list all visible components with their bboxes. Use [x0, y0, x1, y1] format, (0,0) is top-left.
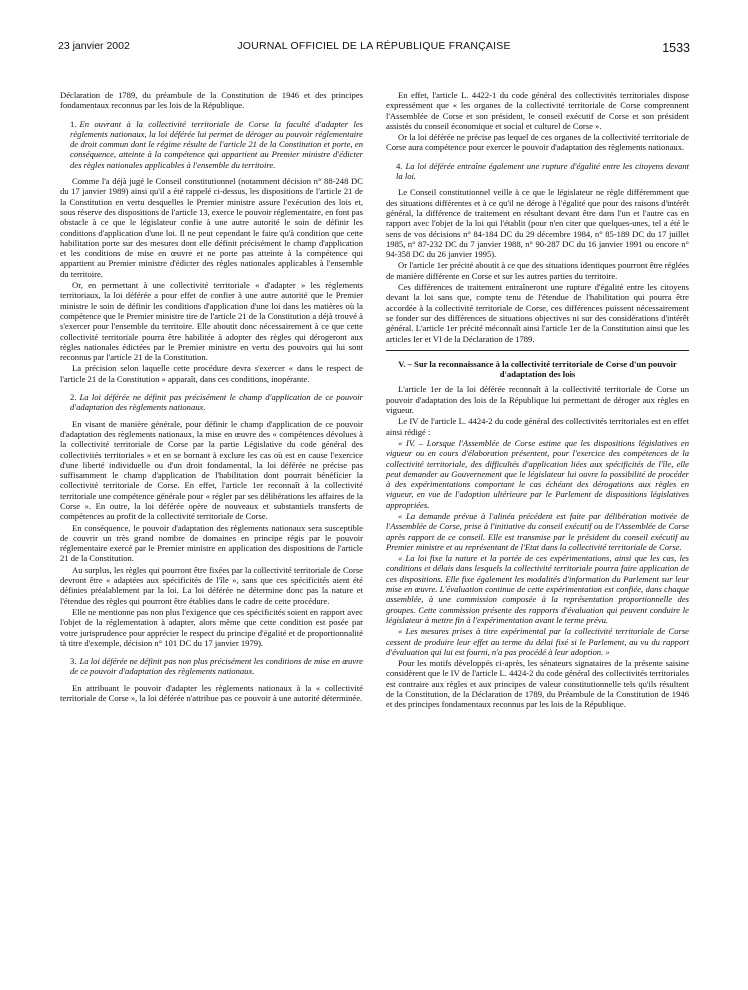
page-header — [58, 40, 690, 58]
paragraph: Le IV de l'article L. 4424-2 du code général des collectivités territoriales est en effet ainsi rédigé : — [386, 416, 689, 437]
paragraph: Au surplus, les règles qui pourront être fixées par la collectivité territoriale de Corse devront être « adaptées aux spécificités de l'île », sans que ces spécificités aient été définies préalablement par la loi. La loi déférée ne détermine donc pas la nature et l'étendue des règles qui pourront être établies dans le cadre de cette procédure. — [60, 564, 363, 606]
paragraph: Comme l'a déjà jugé le Conseil constitutionnel (notamment décision n° 88-248 DC du 17 janvier 1989) ainsi qu'il a été rappelé ci-dessus, les dispositions de l'article 21 de la Constitution en vertu desquelles le Premier ministre assure l'exécution des lois et, sous réserve des dispositions de l'article 13, exerce le pouvoir réglementaire, en font pas obstacle à ce que le législateur confie à une autre autorité le soin de définir les conditions d'application d'une loi. Il ne peut cependant le faire qu'à condition que cette habilitation porte sur des mesures dont elle définit précisément le champ d'application et les conditions de mise en œuvre et ne porte pas atteinte à la compétence qui appartient au Premier ministre d'édicter des règles nationales applicables à l'ensemble du territoire. — [60, 176, 363, 279]
numbered-heading — [60, 392, 363, 413]
heading-text: La loi déférée ne définit pas non plus précisément les conditions de mise en œuvre de ce pouvoir d'adaptation des règlements nationaux. — [70, 656, 363, 677]
heading-number: 1. — [70, 118, 77, 129]
heading-number: 2. — [70, 392, 77, 403]
right-column — [386, 90, 689, 711]
paragraph: Or, en permettant à une collectivité territoriale « d'adapter » les règlements territoriaux, la loi déférée a pour effet de confier à une autre autorité que le Premier ministre le soin de définir les conditions d'application d'une loi dans les matières où la compétence que le Premier ministre tire de l'article 21 de la Constitution a déjà trouvé à s'exercer pour l'ensemble du territoire. Elle aboutit donc nécessairement à ce que cette collectivité territoriale pourra être habilitée à adopter des règles qui dérogeront aux règles nationales édictées par le Premier ministre en vertu des pouvoirs qui lui sont reconnus par l'article 21 de la Constitution. — [60, 280, 363, 363]
heading-text: La loi déférée ne définit pas précisément le champ d'application de ce pouvoir d'adaptation des règlements nationaux. — [70, 392, 363, 413]
section-heading: V. – Sur la reconnaissance à la collectivité territoriale de Corse d'un pouvoir d'adaptation des lois — [398, 358, 677, 380]
numbered-heading — [386, 161, 689, 182]
paragraph: Déclaration de 1789, du préambule de la Constitution de 1946 et des principes fondamentaux reconnus par les lois de la République. — [60, 90, 363, 111]
paragraph: En visant de manière générale, pour définir le champ d'application de ce pouvoir d'adaptation des règlements nationaux, la mise en œuvre des « compétences dévolues à la collectivité territoriale de Corse par la partie Législative du code général des collectivités territoriales » et en se bornant à exclure les cas où est en cause l'exercice d'une liberté individuelle ou d'un droit fondamental, la loi déférée ne précise pas suffisamment le champ d'application de l'habilitation dont pourrait bénéficier la collectivité territoriale de Corse. En effet, l'article 1er reconnaît à la collectivité territoriale une compétence générale pour « régler par ses délibérations les affaires de la Corse ». En outre, la loi déférée opère de nouveaux et substantiels transferts de compétences au profit de la collectivité territoriale de Corse. — [60, 418, 363, 522]
paragraph: En attribuant le pouvoir d'adapter les règlements nationaux à la « collectivité territoriale de Corse », la loi déférée n'attribue pas ce pouvoir à une autorité déterminée. — [60, 682, 363, 704]
quoted-paragraph: « La loi fixe la nature et la portée de ces expérimentations, ainsi que les cas, les conditions et délais dans lesquels la collectivité territoriale pourra faire application de ces dispositions. Elle fixe également les modalités d'information du Parlement sur leur mise en œuvre. L'évaluation continue de cette expérimentation est confiée, dans chaque assemblée, à une commission composée à la représentation proportionnelle des groupes. Cette commission présente des rapports d'évaluation qui peuvent conduire le législateur à mettre fin à l'expérimentation avant le terme prévu. — [386, 553, 689, 625]
quoted-paragraph: « IV. – Lorsque l'Assemblée de Corse estime que les dispositions législatives en vigueur ou en cours d'élaboration présentent, pour l'exercice des compétences de la collectivité territoriale, des difficultés d'application liées aux spécificités de l'île, elle peut demander au Gouvernement que le législateur lui ouvre la possibilité de procéder à des expérimentations comportant le cas échéant des dérogations aux règles en vigueur, en vue de l'adoption ultérieure par le Parlement de dispositions législatives appropriées. — [386, 437, 689, 510]
numbered-heading — [60, 119, 363, 170]
heading-number: 3. — [70, 656, 77, 667]
paragraph: La précision selon laquelle cette procédure devra s'exercer « dans le respect de l'article 21 de la Constitution » apparaît, dans ces conditions, inopérante. — [60, 363, 363, 384]
paragraph: Pour les motifs développés ci-après, les sénateurs signataires de la présente saisine considèrent que le IV de l'article L. 4424-2 du code général des collectivités territoriales est contraire aux règles et aux principes de valeur constitutionnelle tels qu'ils résultent de la Constitution, de la Déclaration de 1789, du Préambule de la Constitution de 1946 et des principes fondamentaux reconnus par les lois de la République. — [386, 658, 690, 710]
heading-number: 4. — [396, 160, 403, 171]
header-title: JOURNAL OFFICIEL DE LA RÉPUBLIQUE FRANÇAISE — [237, 40, 511, 52]
paragraph: Or la loi déférée ne précise pas lequel de ces organes de la collectivité territoriale de Corse aura compétence pour exercer le pouvoir d'adaptation des règlements nationaux. — [386, 132, 689, 153]
header-date: 23 janvier 2002 — [58, 40, 130, 52]
section-divider — [386, 350, 689, 351]
paragraph: L'article 1er de la loi déférée reconnaît à la collectivité territoriale de Corse un pouvoir d'adaptation des lois de la République lui permettant de déroger aux règles en vigueur. — [386, 384, 689, 416]
numbered-heading — [60, 656, 363, 677]
header-page-number: 1533 — [662, 41, 690, 55]
quoted-paragraph: « La demande prévue à l'alinéa précédent est faite par délibération motivée de l'Assemblée de Corse, prise à l'initiative du conseil exécutif ou de l'Assemblée de Corse après rapport de ce conseil. Elle est transmise par le président du conseil exécutif au Premier ministre et au représentant de l'Etat dans la collectivité territoriale de Corse. — [386, 510, 689, 552]
heading-text: En ouvrant à la collectivité territoriale de Corse la faculté d'adapter les règlements nationaux, la loi déférée lui permet de déroger au pouvoir réglementaire de droit commun dont le régime résulte de l'article 21 de la Constitution et porte, en conséquence, atteinte à la compétence qui appartient au Premier ministre d'édicter des règles nationales applicables à l'ensemble du territoire. — [70, 118, 363, 170]
paragraph: Elle ne mentionne pas non plus l'exigence que ces spécificités soient en rapport avec l'objet de la réglementation à adapter, alors même que cette condition est posée par votre jurisprudence pour apprécier le respect du principe d'égalité et de proportionnalité tà titre d'exemple, décision n° 101 DC du 17 janvier 1979). — [60, 606, 363, 648]
paragraph: Ces différences de traitement entraîneront une rupture d'égalité entre les citoyens devant la loi sans que, compte tenu de l'étendue de l'habilitation qui pourra être accordée à la collectivité territoriale de Corse, ces différences puissent nécessairement se fonder sur des différences de situations objectives ni sur des considérations d'intérêt général. L'article 1er précité méconnaît ainsi l'article 1er de la Constitution ainsi que les articles Ier et VI de la Déclaration de 1789. — [386, 282, 689, 344]
heading-text: La loi déférée entraîne également une rupture d'égalité entre les citoyens devant la loi. — [396, 160, 689, 182]
paragraph: En conséquence, le pouvoir d'adaptation des règlements nationaux sera susceptible de couvrir un très grand nombre de domaines en principe régis par le pouvoir réglementaire exercé par le Premier ministre en application des dispositions de l'article 21 de la Constitution. — [60, 522, 363, 564]
left-column — [60, 90, 363, 704]
paragraph: Le Conseil constitutionnel veille à ce que le législateur ne règle différemment que des situations différentes et à ce qu'il ne déroge à l'égalité que pour des raisons d'intérêt général, la différence de traitement en résultant devant être dans l'un et l'autre cas en rapport avec l'objet de la loi qui l'établit (pour n'en citer que quelques-unes, tel a été le sens de vos décisions n° 84-184 DC du 29 décembre 1984, n° 85-189 DC du 17 juillet 1985, n° 87-232 DC du 7 janvier 1988, n° 90-287 DC du 16 janvier 1991 ou encore n° 94-358 DC du 26 janvier 1995). — [386, 187, 689, 260]
paragraph: En effet, l'article L. 4422-1 du code général des collectivités territoriales dispose expressément que « les organes de la collectivité territoriale de Corse comprennent l'Assemblée de Corse et son président, le conseil exécutif de Corse et son président assistés du conseil économique et social et culturel de Corse ». — [386, 90, 689, 131]
paragraph: Or l'article 1er précité aboutit à ce que des situations identiques pourront être réglées de manière différente en Corse et sur les autres parties du territoire. — [386, 260, 689, 281]
quoted-paragraph: « Les mesures prises à titre expérimental par la collectivité territoriale de Corse cessent de produire leur effet au terme du délai fixé si le Parlement, au vu du rapport d'évaluation qui lui est fourni, n'a pas procédé à leur adoption. » — [386, 626, 689, 657]
